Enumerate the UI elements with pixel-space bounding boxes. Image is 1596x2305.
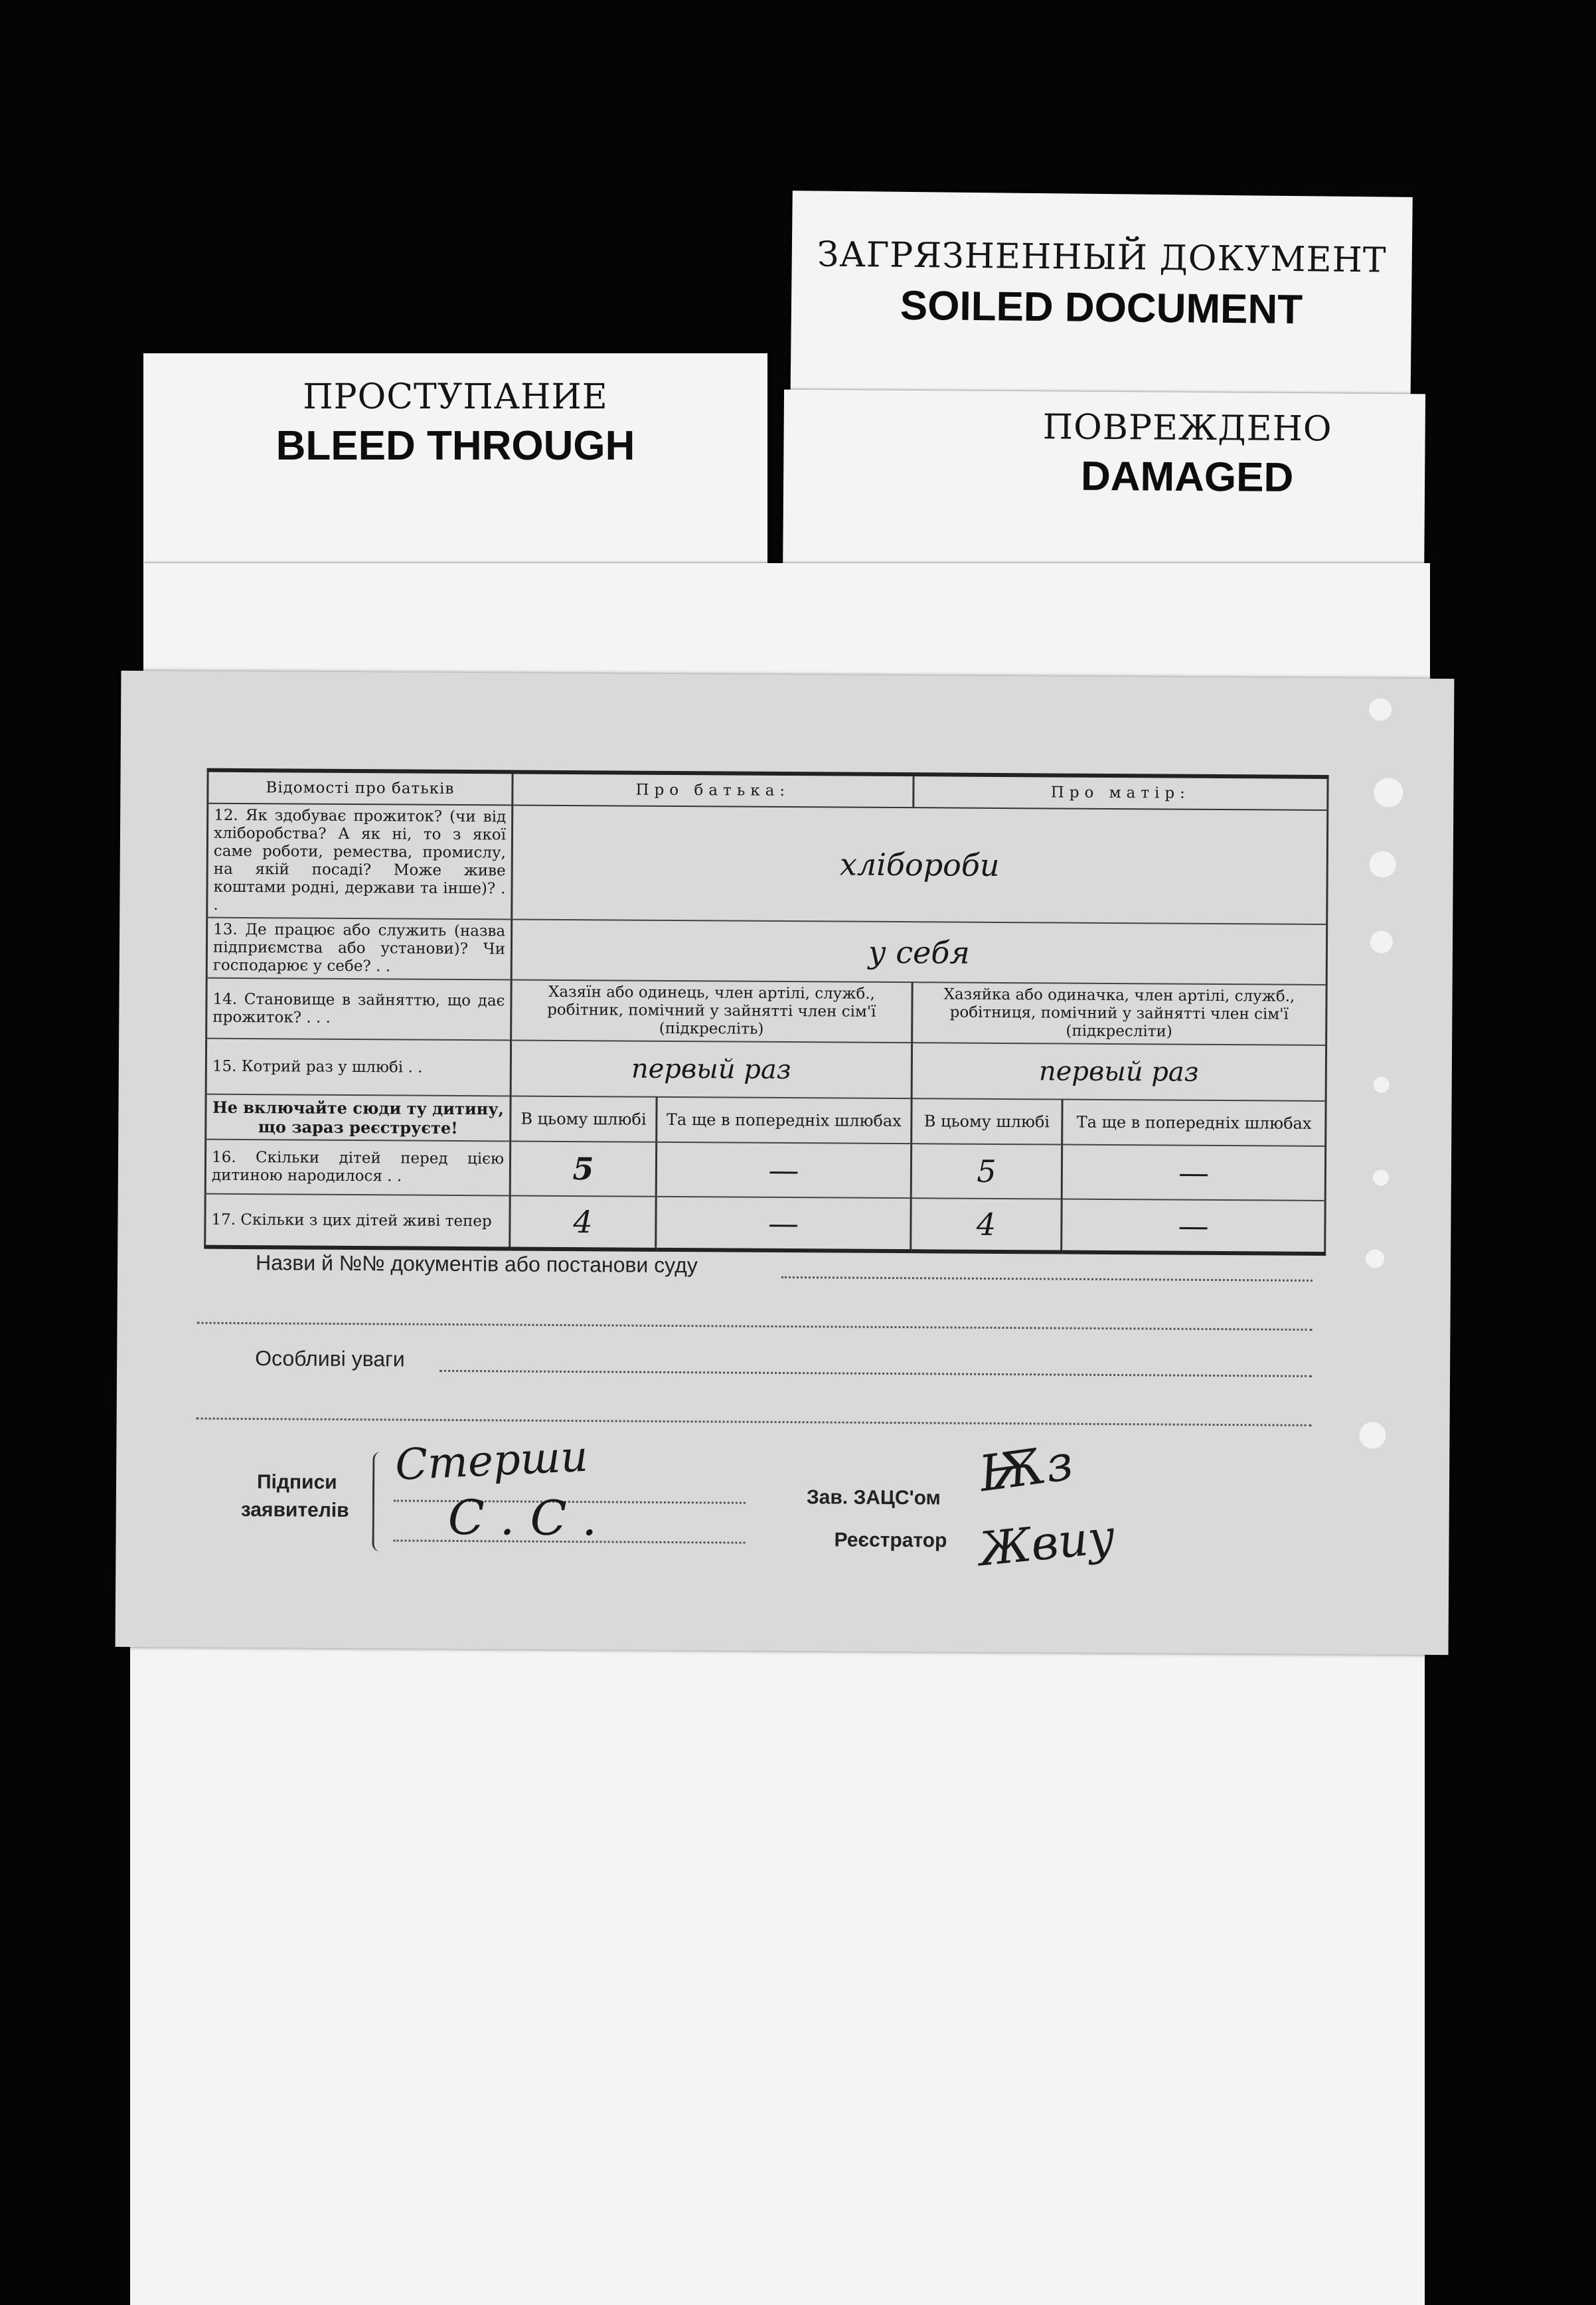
- question-12: 12. Як здобуває прожиток? (чи від хліборобства? А як ні, то з якої саме роботи, ремества, промислу, на якій посаді? Може живе коштами родні, держави та інше)? . .: [207, 804, 513, 920]
- damaged-label-ru: ПОВРЕЖДЕНО: [1042, 407, 1332, 450]
- punch-hole: [1369, 698, 1392, 721]
- answer-17-mother-prev: —: [1178, 1207, 1209, 1244]
- header-mother: Про матір:: [914, 774, 1328, 810]
- signatures-label: Підписи: [256, 1471, 337, 1494]
- answer-14-mother: Хазяйка або одиначка, член артілі, служб., робітниця, помічний у зайнятті член сім'ї (підкресліти): [912, 982, 1326, 1045]
- remarks-label: Особливі уваги: [255, 1346, 405, 1371]
- header-info-label: Відомості про батьків: [208, 770, 513, 806]
- punch-hole: [1366, 1249, 1384, 1268]
- damaged-label-en: DAMAGED: [1080, 453, 1294, 501]
- father-this-marriage: В цьому шлюбі: [511, 1096, 657, 1142]
- header-father: Про батька:: [513, 772, 914, 808]
- registrar-signature: Жвиу: [976, 1509, 1118, 1577]
- punch-hole: [1374, 1076, 1390, 1092]
- documents-label: Назви й №№ документів або постанови суду: [255, 1250, 698, 1278]
- bleed-label-ru: ПРОСТУПАНИЕ: [303, 377, 608, 417]
- question-16: 16. Скільки дітей перед цією дитиною народилося . .: [205, 1140, 510, 1196]
- documents-dotted-line-2: [197, 1322, 1313, 1331]
- soiled-label-en: SOILED DOCUMENT: [900, 282, 1303, 333]
- documents-dotted-line: [781, 1276, 1313, 1282]
- answer-14-father: Хазяїн або одинець, член артілі, служб., робітник, помічний у зайнятті член сім'ї (підкресліть): [511, 980, 912, 1043]
- question-17: 17. Скільки з цих дітей живі тепер: [205, 1194, 510, 1249]
- lower-blank-sheet: [130, 1620, 1425, 2305]
- question-14: 14. Становище в зайняттю, що дає прожиток? . . .: [206, 978, 512, 1041]
- signature-bracket: [372, 1452, 386, 1551]
- civil-registry-form: [116, 671, 1455, 1655]
- question-13: 13. Де працює або служить (назва підприємства або установи)? Чи господарює у себе? . .: [206, 918, 512, 980]
- bleed-through-card: [143, 353, 767, 579]
- parents-info-table: [204, 768, 1328, 1256]
- punch-hole: [1374, 778, 1403, 807]
- answer-17-father-prev: —: [767, 1205, 799, 1242]
- answer-16-father-this: 5: [572, 1151, 594, 1187]
- answer-12-handwritten: хлібороби: [839, 846, 1000, 883]
- answer-16-mother-prev: —: [1178, 1154, 1210, 1191]
- mother-this-marriage: В цьому шлюбі: [911, 1098, 1062, 1144]
- remarks-dotted-line-2: [197, 1418, 1312, 1426]
- soiled-label-ru: ЗАГРЯЗНЕННЫЙ ДОКУМЕНТ: [817, 234, 1387, 281]
- answer-15-father: первый раз: [631, 1053, 791, 1086]
- exclude-child-note: Не включайте сюди ту дитину, що зараз реєструєте!: [206, 1094, 511, 1142]
- soiled-document-card: [790, 191, 1413, 423]
- father-prev-marriages: Та ще в попередніх шлюбах: [657, 1097, 912, 1144]
- punch-hole: [1370, 930, 1393, 953]
- answer-16-mother-this: 5: [977, 1153, 997, 1189]
- question-15: 15. Котрий раз у шлюбі . .: [206, 1039, 511, 1096]
- punch-hole: [1359, 1422, 1386, 1448]
- zags-head-label: Зав. ЗАЦС'ом: [806, 1486, 941, 1509]
- answer-15-mother: первый раз: [1038, 1056, 1199, 1088]
- answer-17-father-this: 4: [573, 1204, 593, 1240]
- applicant-signature-2: С . С .: [447, 1489, 598, 1547]
- punch-hole: [1370, 851, 1396, 877]
- applicant-signature-1: Стерши: [394, 1432, 590, 1490]
- zags-head-signature: Ѭз: [976, 1434, 1077, 1503]
- mother-prev-marriages: Та ще в попередніх шлюбах: [1062, 1100, 1326, 1146]
- bleed-label-en: BLEED THROUGH: [276, 423, 635, 469]
- answer-17-mother-this: 4: [976, 1206, 997, 1242]
- remarks-dotted-line: [439, 1370, 1312, 1377]
- answer-16-father-prev: —: [768, 1152, 799, 1189]
- registrar-label: Реєстратор: [834, 1529, 947, 1552]
- answer-13-handwritten: у себя: [868, 934, 971, 971]
- punch-hole: [1373, 1169, 1389, 1185]
- applicants-label: заявителів: [240, 1499, 349, 1521]
